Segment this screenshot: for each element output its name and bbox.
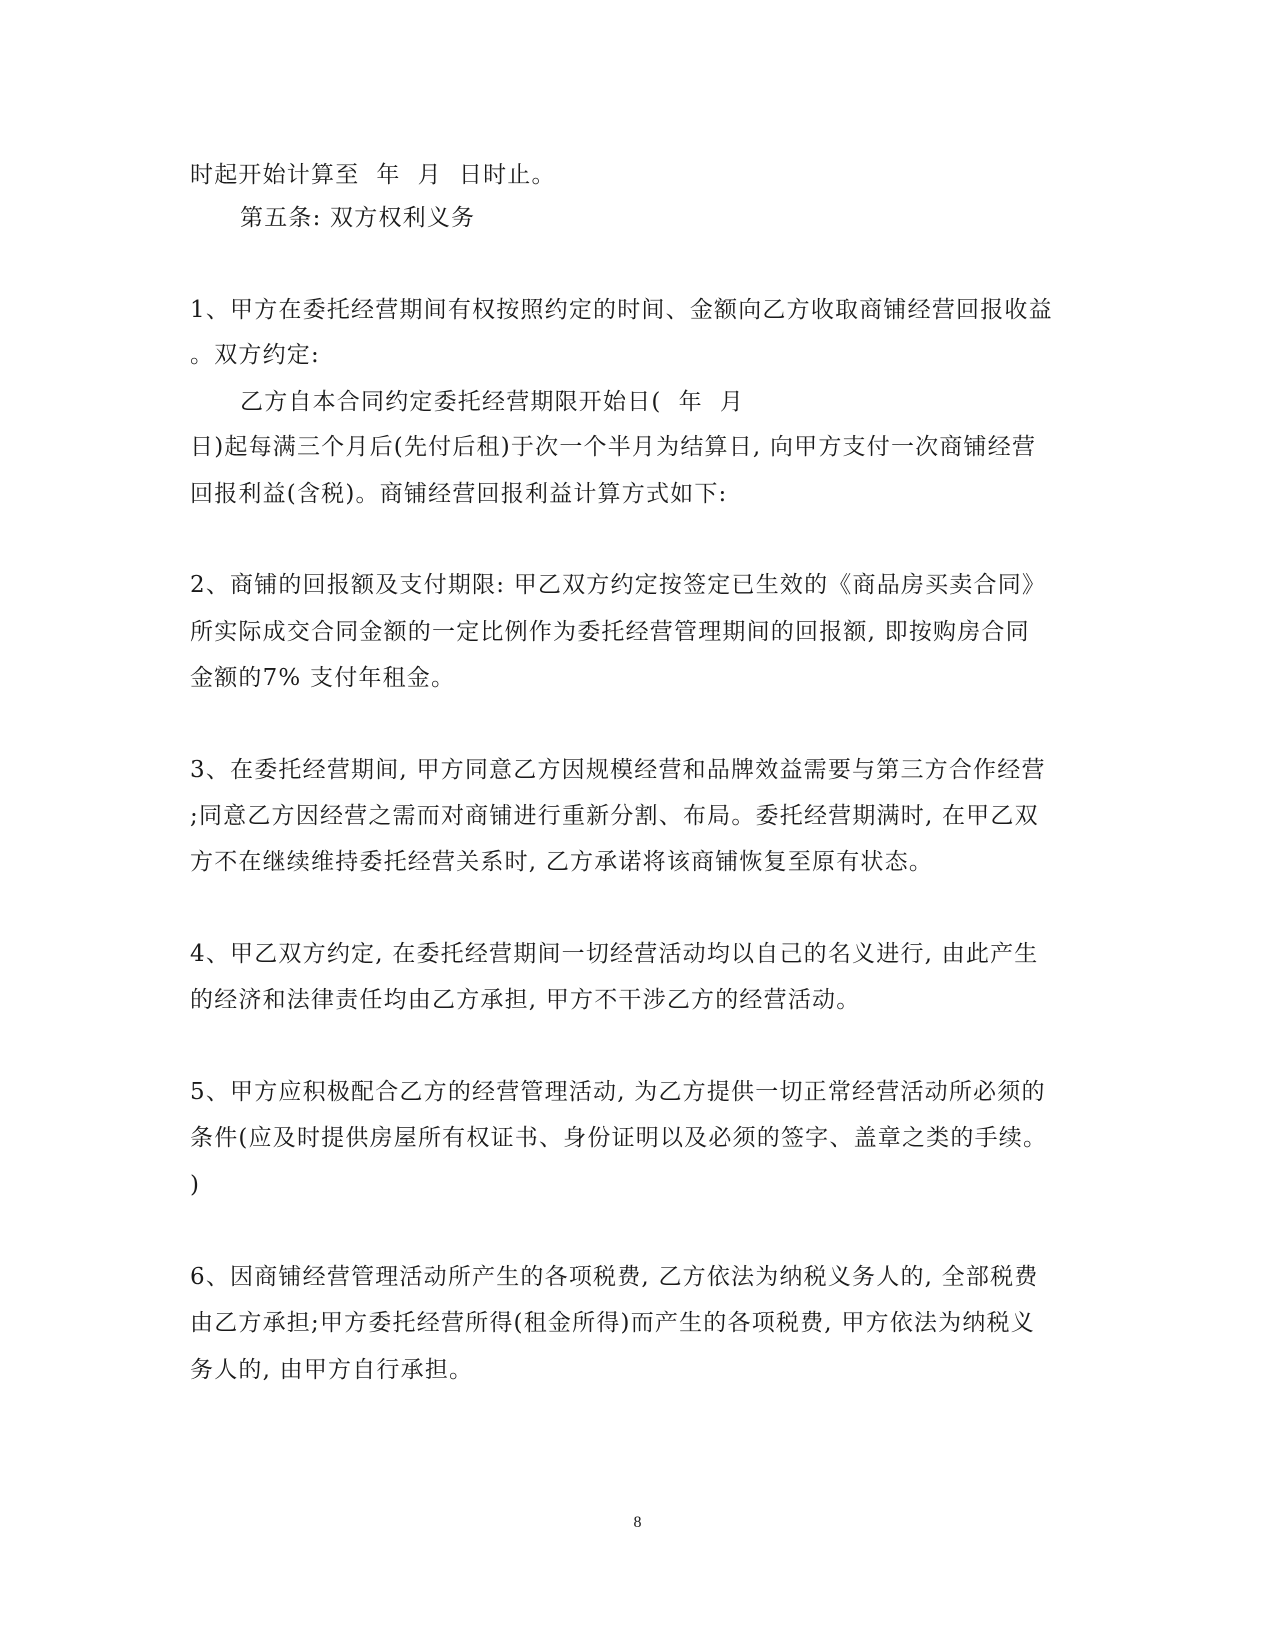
text-line: 回报利益(含税)。商铺经营回报利益计算方式如下: <box>190 481 728 507</box>
text-line: 。双方约定: <box>190 342 320 368</box>
text-line: 务人的, 由甲方自行承担。 <box>190 1357 474 1383</box>
text-line: 4、甲乙双方约定, 在委托经营期间一切经营活动均以自己的名义进行, 由此产生 <box>190 941 1039 967</box>
text-line: 时起开始计算至 年 月 日时止。 <box>190 162 556 188</box>
page-number: 8 <box>633 1514 642 1531</box>
text-line: 条件(应及时提供房屋所有权证书、身份证明以及必须的签字、盖章之类的手续。 <box>190 1125 1048 1151</box>
text-line: 由乙方承担;甲方委托经营所得(租金所得)而产生的各项税费, 甲方依法为纳税义 <box>190 1310 1035 1336</box>
text-line: 方不在继续维持委托经营关系时, 乙方承诺将该商铺恢复至原有状态。 <box>190 849 934 875</box>
text-line: 1、甲方在委托经营期间有权按照约定的时间、金额向乙方收取商铺经营回报收益 <box>190 297 1053 323</box>
section-heading: 第五条: 双方权利义务 <box>240 205 476 231</box>
text-line: 日)起每满三个月后(先付后租)于次一个半月为结算日, 向甲方支付一次商铺经营 <box>190 434 1037 460</box>
text-line: 6、因商铺经营管理活动所产生的各项税费, 乙方依法为纳税义务人的, 全部税费 <box>190 1264 1039 1290</box>
text-line: 3、在委托经营期间, 甲方同意乙方因规模经营和品牌效益需要与第三方合作经营 <box>190 757 1046 783</box>
text-line: 乙方自本合同约定委托经营期限开始日( 年 月 <box>240 389 745 415</box>
text-line: 5、甲方应积极配合乙方的经营管理活动, 为乙方提供一切正常经营活动所必须的 <box>190 1079 1046 1105</box>
text-line: 的经济和法律责任均由乙方承担, 甲方不干涉乙方的经营活动。 <box>190 987 861 1013</box>
text-line: 2、商铺的回报额及支付期限: 甲乙双方约定按签定已生效的《商品房买卖合同》 <box>190 572 1047 598</box>
text-line: ) <box>190 1172 201 1198</box>
text-line: 所实际成交合同金额的一定比例作为委托经营管理期间的回报额, 即按购房合同 <box>190 619 1030 645</box>
text-line: ;同意乙方因经营之需而对商铺进行重新分割、布局。委托经营期满时, 在甲乙双 <box>190 803 1039 829</box>
text-line: 金额的7% 支付年租金。 <box>190 665 456 691</box>
